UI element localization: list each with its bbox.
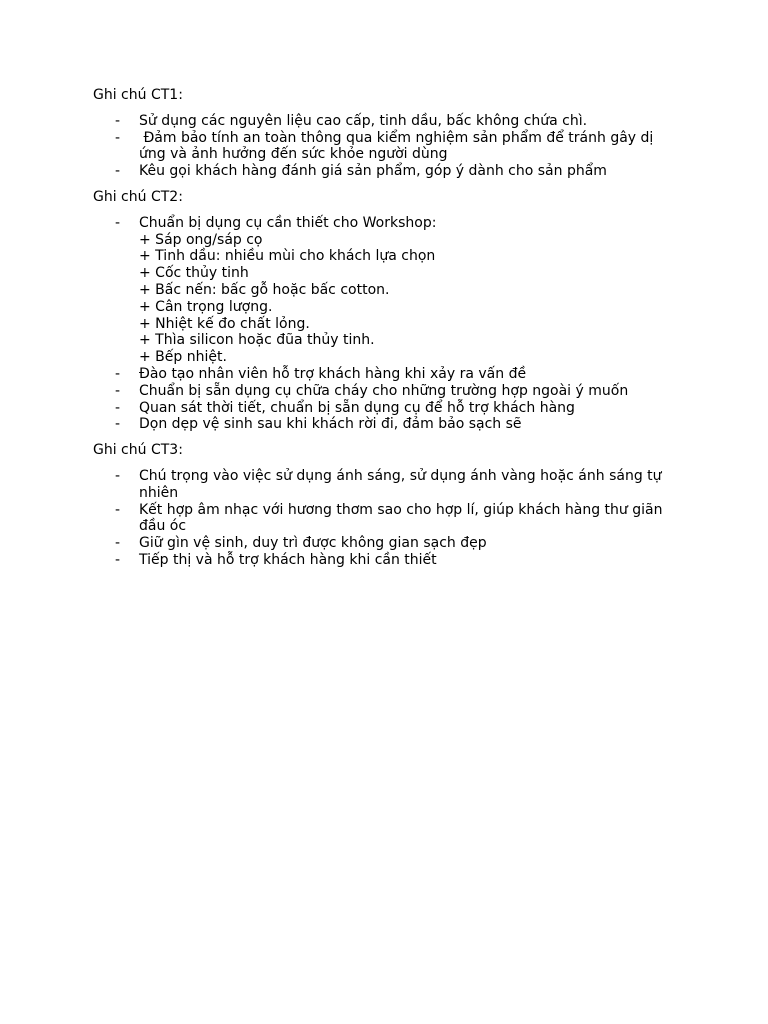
- sub-item: + Sáp ong/sáp cọ: [139, 231, 263, 248]
- list-item: [93, 366, 673, 383]
- list-item-text: Giữ gìn vệ sinh, duy trì được không gian sạch đẹp: [139, 535, 487, 552]
- document-page: [93, 87, 673, 569]
- list-item: [93, 400, 673, 417]
- sub-item: + Nhiệt kế đo chất lỏng.: [139, 315, 310, 332]
- dash-bullet-icon: -: [115, 467, 121, 484]
- list-item-text: Chuẩn bị sẵn dụng cụ chữa cháy cho những trường hợp ngoài ý muốn: [139, 382, 629, 399]
- bullet-list: [93, 468, 673, 569]
- dash-bullet-icon: -: [115, 535, 121, 552]
- list-item: [93, 416, 673, 433]
- dash-bullet-icon: -: [115, 214, 121, 231]
- list-item-text: Quan sát thời tiết, chuẩn bị sẵn dụng cụ để hỗ trợ khách hàng: [139, 399, 575, 416]
- list-item-text: Chú trọng vào việc sử dụng ánh sáng, sử dụng ánh vàng hoặc ánh sáng tự nhiên: [139, 467, 662, 501]
- list-item: [93, 502, 673, 536]
- sub-item: + Bếp nhiệt.: [139, 349, 227, 366]
- list-item-text: Đào tạo nhân viên hỗ trợ khách hàng khi xảy ra vấn đề: [139, 365, 527, 382]
- bullet-list: [93, 215, 673, 433]
- note-section-ct1: [93, 87, 673, 180]
- list-item: [93, 552, 673, 569]
- dash-bullet-icon: -: [115, 129, 121, 146]
- sub-item: + Tinh dầu: nhiều mùi cho khách lựa chọn: [139, 248, 436, 265]
- list-item: [93, 130, 673, 164]
- list-item: [93, 163, 673, 180]
- list-item: [93, 113, 673, 130]
- list-item: [93, 383, 673, 400]
- list-item: [93, 468, 673, 502]
- note-section-ct3: [93, 442, 673, 569]
- sub-item: + Cân trọng lượng.: [139, 298, 273, 315]
- list-item-text: Dọn dẹp vệ sinh sau khi khách rời đi, đảm bảo sạch sẽ: [139, 416, 522, 433]
- list-item-text: Kết hợp âm nhạc với hương thơm sao cho hợp lí, giúp khách hàng thư giãn đầu óc: [139, 501, 663, 535]
- dash-bullet-icon: -: [115, 382, 121, 399]
- sub-item: + Bấc nến: bấc gỗ hoặc bấc cotton.: [139, 281, 390, 298]
- list-item-text: Đảm bảo tính an toàn thông qua kiểm nghiệm sản phẩm để tránh gây dị ứng và ảnh hưởng đến sức khỏe người dùng: [139, 129, 658, 163]
- dash-bullet-icon: -: [115, 365, 121, 382]
- note-section-ct2: [93, 189, 673, 433]
- list-item-text: Kêu gọi khách hàng đánh giá sản phẩm, góp ý dành cho sản phẩm: [139, 163, 607, 180]
- list-item-text: Sử dụng các nguyên liệu cao cấp, tinh dầu, bấc không chứa chì.: [139, 112, 588, 129]
- sub-item: + Thìa silicon hoặc đũa thủy tinh.: [139, 332, 375, 349]
- dash-bullet-icon: -: [115, 112, 121, 129]
- section-heading: Ghi chú CT1:: [93, 87, 183, 103]
- sub-item: + Cốc thủy tinh: [139, 265, 249, 282]
- list-item: [93, 535, 673, 552]
- dash-bullet-icon: -: [115, 501, 121, 518]
- dash-bullet-icon: -: [115, 551, 121, 568]
- section-heading: Ghi chú CT3:: [93, 442, 183, 459]
- bullet-list: [93, 113, 673, 180]
- list-item-text: Chuẩn bị dụng cụ cần thiết cho Workshop:: [139, 214, 437, 231]
- list-item-text: Tiếp thị và hỗ trợ khách hàng khi cần thiết: [139, 551, 437, 568]
- dash-bullet-icon: -: [115, 163, 121, 180]
- dash-bullet-icon: -: [115, 399, 121, 416]
- list-item: [93, 215, 673, 366]
- section-heading: Ghi chú CT2:: [93, 188, 183, 205]
- dash-bullet-icon: -: [115, 416, 121, 433]
